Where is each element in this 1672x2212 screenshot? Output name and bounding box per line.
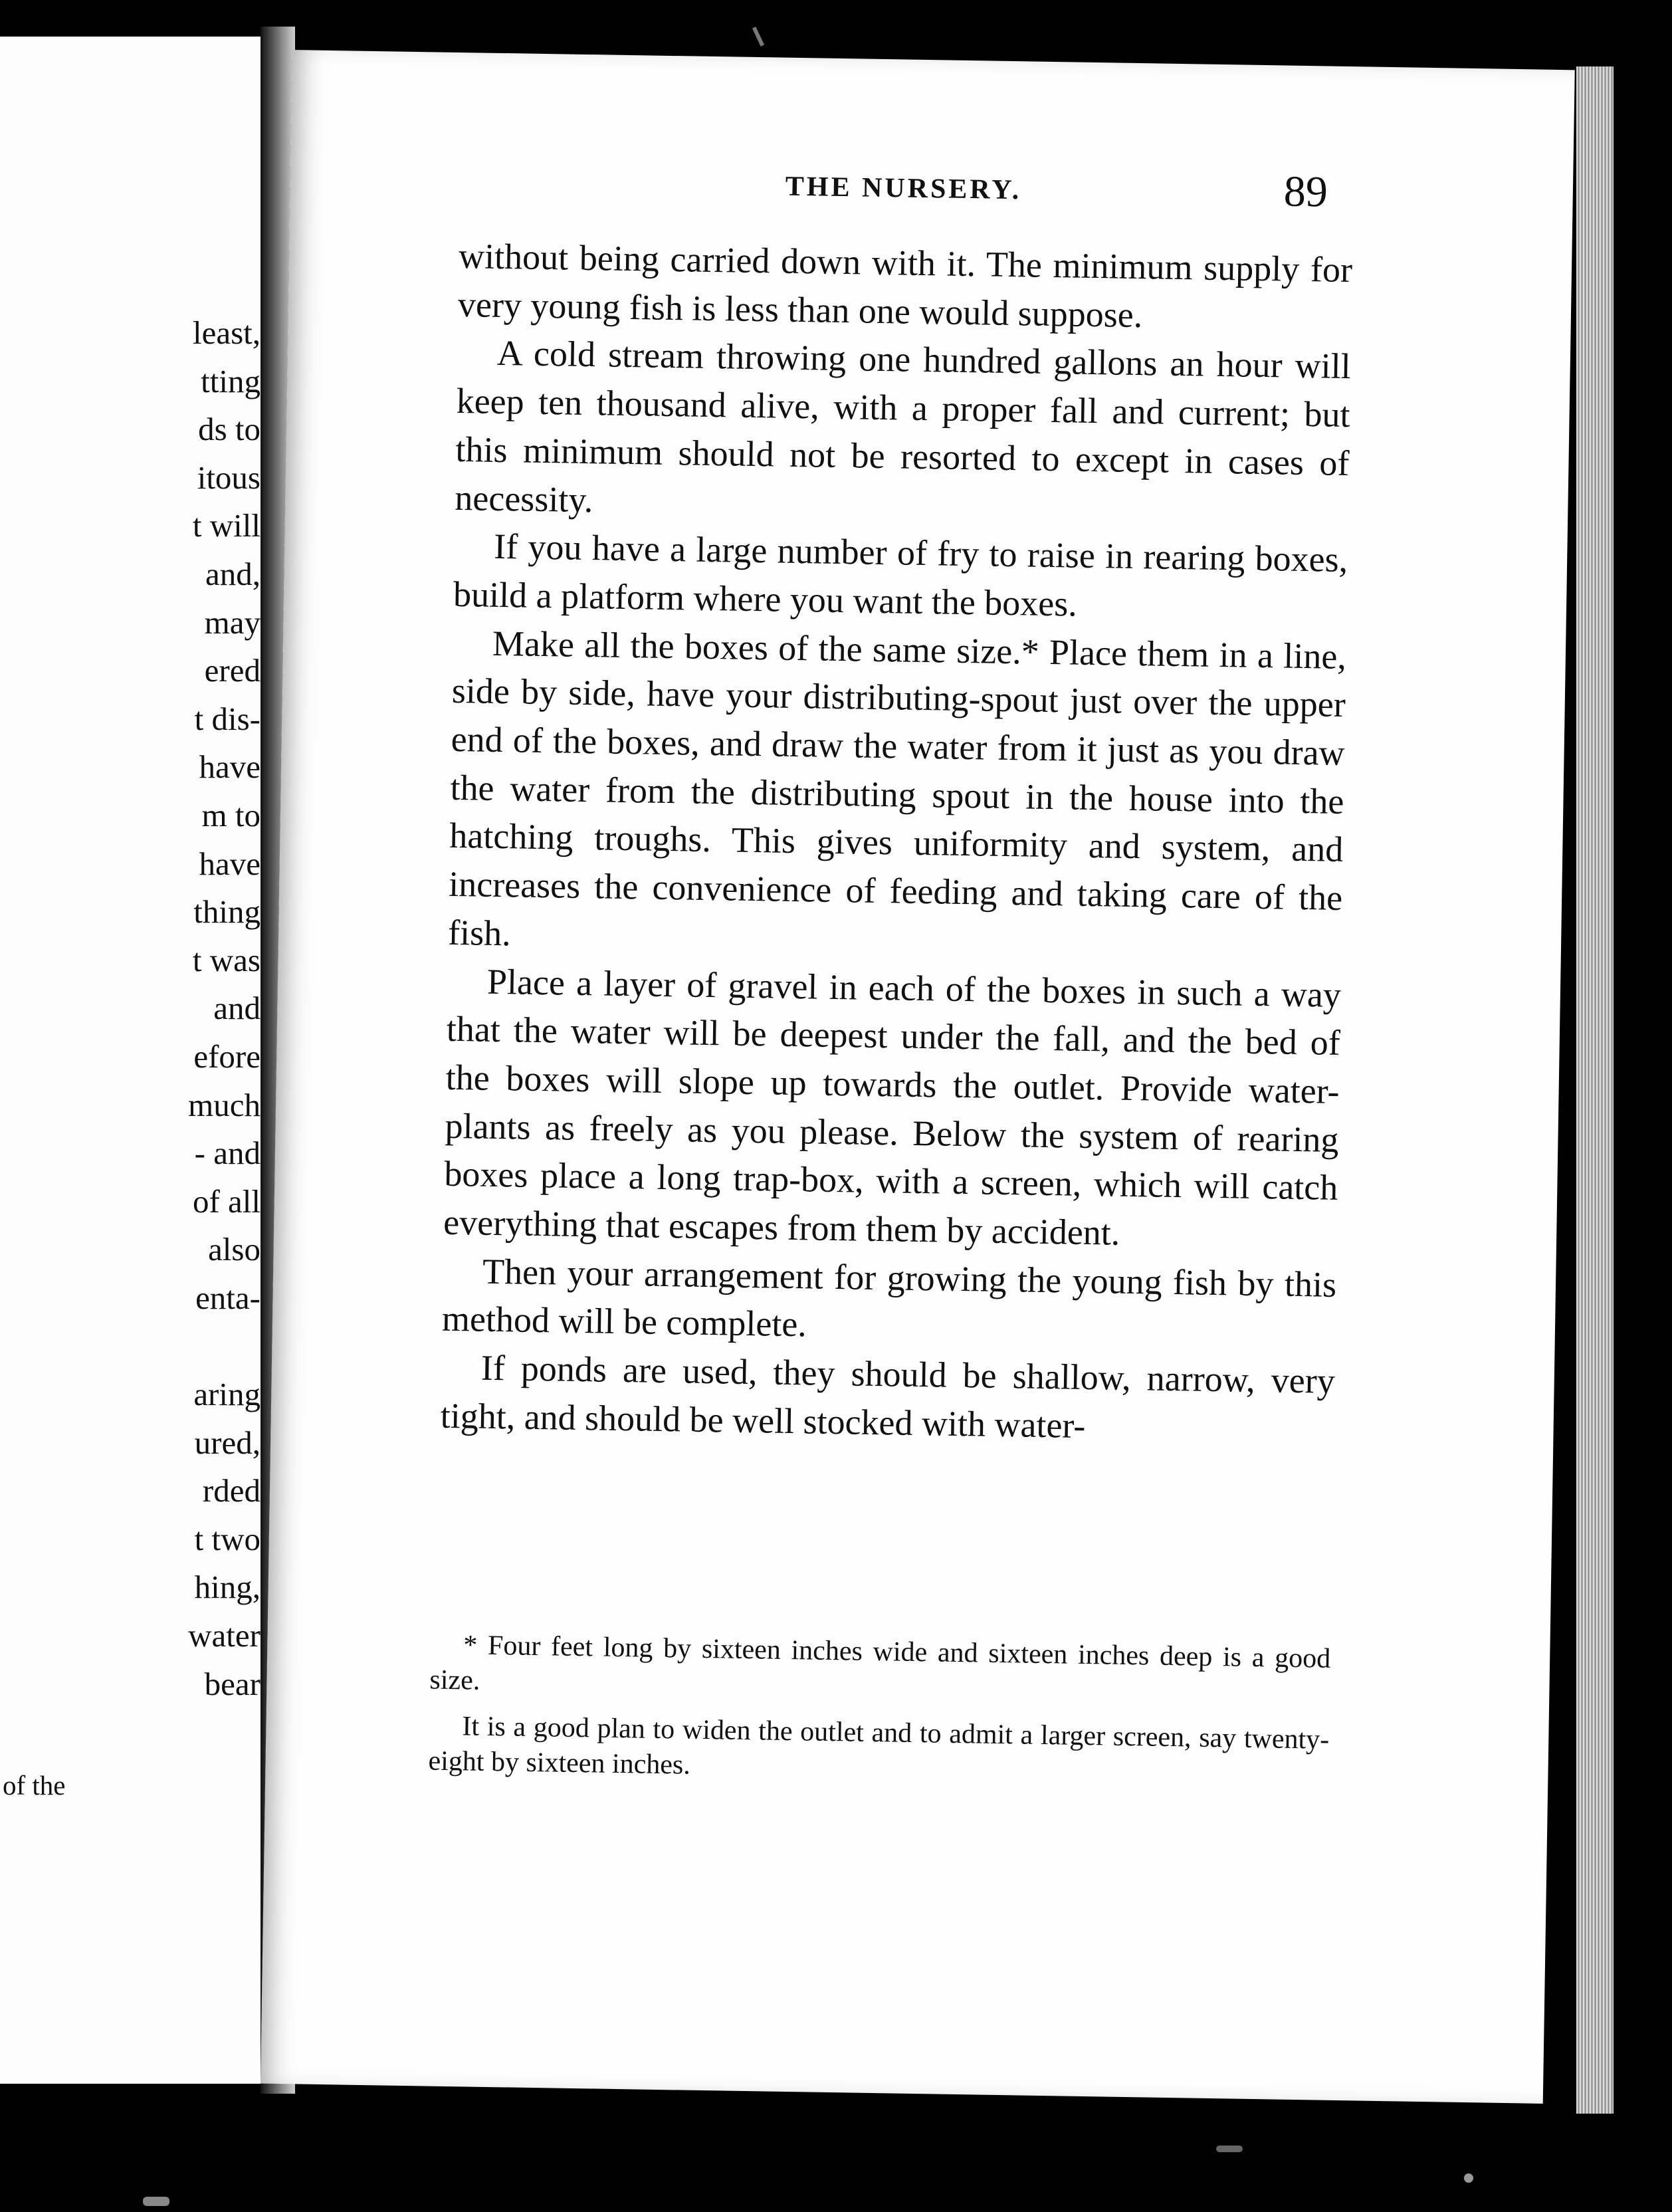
footnote: * Four feet long by sixteen inches wide and sixteen inches deep is a good size. — [429, 1630, 1331, 1696]
page-block-edge — [1576, 66, 1614, 2114]
left-fragment: t will — [192, 507, 261, 544]
scan-speck — [143, 2197, 169, 2206]
left-fragment: of all — [192, 1182, 261, 1220]
paragraph: Place a layer of gravel in each of the boxes in such a way that the water will be deepest under the fall, and the bed of the boxes will slope up towards the outlet. Provide water-plants as freely as you please. Below the system of rearing boxes place a long trap-box, with a screen, which will catch everything that escapes from them by accident. — [443, 961, 1342, 1253]
left-page-text-fragments — [0, 309, 261, 1810]
paragraph: Then your arrangement for growing the young fish by this method will be complete. — [441, 1251, 1337, 1345]
left-fragment: least, — [192, 314, 261, 351]
scan-speck — [752, 27, 764, 47]
paragraph: Make all the boxes of the same size.* Place them in a line, side by side, have your distributing-spout just over the upper end of the boxes, and draw the water from it just as you draw the water from the distributing spout in the house into the hatching troughs. This gives uniformity and system, and increases the convenience of feeding and taking care of the fish. — [447, 623, 1347, 954]
left-fragment: ured, — [194, 1424, 261, 1461]
left-page — [0, 37, 261, 2084]
left-fragment: and — [213, 990, 261, 1027]
left-fragment: hing, — [194, 1569, 261, 1606]
footnote: It is a good plan to widen the outlet and to admit a larger screen, say twenty-eight by sixteen inches. — [428, 1711, 1330, 1781]
left-fragment: have — [199, 845, 261, 882]
body-text — [440, 232, 1352, 1454]
right-page — [261, 50, 1575, 2104]
scan-speck — [1464, 2173, 1473, 2183]
left-fragment: also — [208, 1231, 261, 1268]
left-fragment: t was — [192, 941, 261, 978]
left-fragment: tting — [201, 362, 261, 399]
footnotes — [428, 1628, 1331, 1804]
running-head — [499, 161, 1364, 227]
left-fragment: efore — [193, 1038, 261, 1075]
left-footnote-fragment: of the — [3, 1770, 66, 1801]
paragraph: If you have a large number of fry to raise in rearing boxes, build a platform where you want the boxes. — [453, 526, 1348, 624]
left-fragment: itous — [197, 459, 261, 496]
left-fragment: have — [199, 748, 261, 786]
paragraph: A cold stream throwing one hundred gallons an hour will keep ten thousand alive, with a proper fall and current; but this minimum should not be resorted to except in cases of necessity. — [454, 333, 1352, 520]
left-fragment: enta- — [195, 1279, 261, 1316]
left-fragment: water — [188, 1617, 261, 1654]
left-fragment: much — [188, 1086, 261, 1123]
left-fragment: and, — [205, 555, 261, 592]
left-fragment: thing — [193, 893, 261, 931]
left-fragment: ds to — [198, 411, 261, 448]
paragraph: without being carried down with it. The minimum supply for very young fish is less than one would suppose. — [457, 235, 1353, 335]
running-head-title: THE NURSERY. — [785, 171, 1022, 206]
left-fragment: bear — [204, 1665, 261, 1702]
left-fragment: ered — [204, 652, 261, 689]
left-fragment: - and — [194, 1135, 261, 1172]
left-fragment: may — [204, 604, 261, 641]
page-number: 89 — [1283, 167, 1328, 217]
left-fragment: t dis- — [194, 700, 261, 737]
left-fragment: m to — [201, 796, 261, 833]
left-fragment: rded — [202, 1472, 261, 1509]
scan-speck — [1216, 2146, 1243, 2152]
paragraph: If ponds are used, they should be shallow, narrow, very tight, and should be well stocked with water- — [440, 1347, 1336, 1446]
left-fragment — [0, 1322, 261, 1371]
left-fragment: t two — [194, 1520, 261, 1557]
left-fragment: aring — [193, 1376, 261, 1413]
